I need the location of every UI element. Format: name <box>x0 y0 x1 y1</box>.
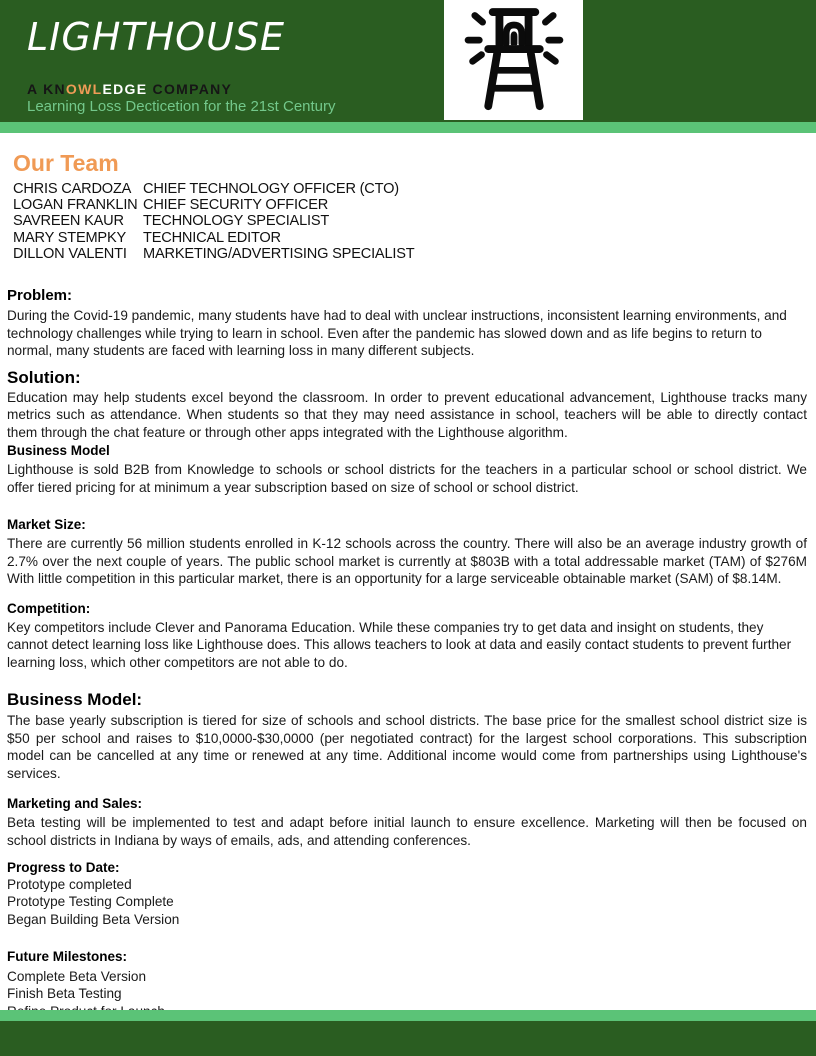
section-business-model-2 <box>7 689 807 782</box>
team-member-name: SAVREEN KAUR <box>13 213 124 230</box>
footer-bar <box>0 1021 816 1056</box>
our-team-heading: Our Team <box>13 150 119 176</box>
list-item: Began Building Beta Version <box>7 911 180 927</box>
company-line-suffix: COMPANY <box>147 81 233 97</box>
team-member-role: CHIEF SECURITY OFFICER <box>143 197 329 214</box>
section-body: Beta testing will be implemented to test and adapt before initial launch to ensure excellence. Marketing will then be focused on school districts in Indiana by ways of emails, ads, and attending conferences. <box>7 815 807 848</box>
section-business-model-1 <box>7 443 807 496</box>
list-item: Prototype completed <box>7 877 132 893</box>
team-list <box>13 181 807 262</box>
lighthouse-icon <box>458 2 570 119</box>
section-progress <box>7 860 807 928</box>
brand-title: LIGHTHOUSE <box>27 15 286 59</box>
section-heading: Solution: <box>7 367 81 387</box>
team-member-name: LOGAN FRANKLIN <box>13 197 138 214</box>
content-area <box>0 150 816 1054</box>
list-item: Complete Beta Version <box>7 968 147 984</box>
section-heading: Future Milestones: <box>7 948 128 964</box>
team-member-name: CHRIS CARDOZA <box>13 181 132 197</box>
company-line-edge: EDGE <box>102 81 148 97</box>
section-solution <box>7 367 807 442</box>
team-row <box>13 181 807 197</box>
section-market-size <box>7 517 807 588</box>
section-heading: Marketing and Sales: <box>7 796 143 812</box>
company-line-owl: OWL <box>65 81 103 97</box>
brand-tagline: Learning Loss Decticetion for the 21st Century <box>27 98 336 115</box>
team-member-name: DILLON VALENTI <box>13 245 127 262</box>
team-member-role: TECHNICAL EDITOR <box>143 229 281 246</box>
team-member-role: CHIEF TECHNOLOGY OFFICER (CTO) <box>143 181 399 197</box>
footer-accent-strip <box>0 1010 816 1021</box>
team-member-role: MARKETING/ADVERTISING SPECIALIST <box>143 245 415 262</box>
header-accent-strip <box>0 122 816 133</box>
team-section <box>13 150 807 262</box>
team-member-role: TECHNOLOGY SPECIALIST <box>143 213 330 230</box>
section-heading: Problem: <box>7 287 73 305</box>
section-heading: Business Model <box>7 443 110 459</box>
section-body: The base yearly subscription is tiered for size of schools and school districts. The base price for the smallest school district size is $50 per school and raises to $10,0000-$30,0000 (per negotiated contract) for the largest school corporations. This subscription model can be cancelled at any time or renewed at any time. Additional income would come from partnerships using Lighthouse's services. <box>7 713 807 781</box>
team-row <box>13 197 807 213</box>
section-body: Key competitors include Clever and Panorama Education. While these companies try to get data and insight on students, they cannot detect learning loss like Lighthouse does. This allows teachers to look at data and easily contact students to prevent further learning loss, which other competitors are not able to do. <box>7 619 792 670</box>
company-line <box>27 81 336 97</box>
team-row <box>13 213 807 229</box>
section-body: There are currently 56 million students enrolled in K-12 schools across the country. There will also be an average industry growth of 2.7% over the next couple of years. The public school market is currently at $803B with a total addressable market (TAM) of $276M With little competition in this particular market, there is an opportunity for a large serviceable obtainable market (SAM) of $8.14M. <box>7 536 807 587</box>
logo-box <box>444 0 583 120</box>
team-row <box>13 246 807 262</box>
section-body: Lighthouse is sold B2B from Knowledge to schools or school districts for the teachers in a particular school or school district. We offer tiered pricing for at minimum a year subscription based on size of school or school district. <box>7 462 807 495</box>
section-body: During the Covid-19 pandemic, many students have had to deal with unclear instructions, inconsistent learning environments, and technology challenges while trying to learn in school. Even after the pandemic has slowed down and as life begins to return to normal, many students are faced with learning loss in many different subjects. <box>7 308 787 359</box>
team-row <box>13 230 807 246</box>
section-problem <box>7 287 807 360</box>
section-competition <box>7 601 807 672</box>
team-member-name: MARY STEMPKY <box>13 229 127 246</box>
company-line-prefix: A KN <box>27 81 66 97</box>
section-marketing-sales <box>7 796 807 849</box>
list-item: Prototype Testing Complete <box>7 894 174 910</box>
header-banner <box>0 0 816 122</box>
brand-block <box>27 14 336 116</box>
list-item: Finish Beta Testing <box>7 986 122 1002</box>
section-heading: Competition: <box>7 600 91 616</box>
section-heading: Market Size: <box>7 517 86 533</box>
section-heading: Business Model: <box>7 690 143 710</box>
section-heading: Progress to Date: <box>7 860 120 876</box>
section-body: Education may help students excel beyond the classroom. In order to prevent educational advancement, Lighthouse tracks many metrics such as attendance. When students so that they may need assistance in school, teachers will be able to directly contact them through the chat feature or through other apps integrated with the Lighthouse algorithm. <box>7 389 807 440</box>
